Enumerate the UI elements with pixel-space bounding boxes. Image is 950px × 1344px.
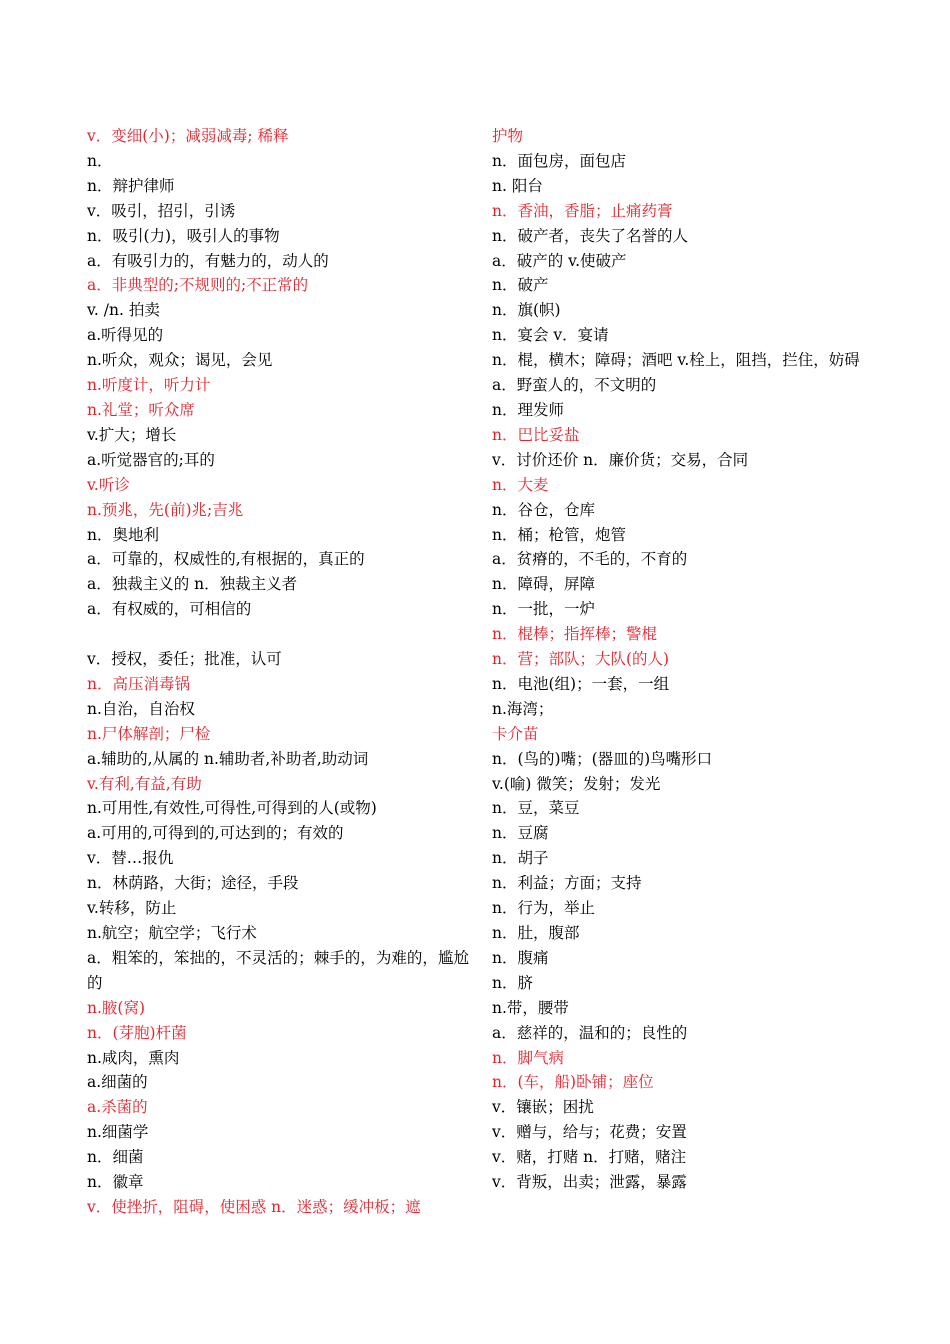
definition-line: n.自治，自治权 [87,699,195,718]
definition-line: n． [87,151,113,170]
definition-line: a.听觉器官的;耳的 [87,450,215,469]
definition-line: n．豆，菜豆 [492,799,580,818]
definition-line: a.可用的,可得到的,可达到的；有效的 [87,824,344,843]
definition-line: n．宴会 v．宴请 [492,326,609,345]
definition-line: n．棍，横木；障碍；酒吧 v.栓上，阻挡，拦住，妨碍 [492,351,860,370]
definition-line: n．细菌 [87,1148,144,1167]
definition-line: n．面包房，面包店 [492,151,626,170]
definition-line: v.有利,有益,有助 [87,774,202,793]
definition-line: a．粗笨的，笨拙的，不灵活的；棘手的，为难的，尴尬的 [87,948,469,992]
definition-line: n.腋(窝) [87,998,146,1017]
definition-line: n．高压消毒锅 [87,674,190,693]
definition-line: n．脚气病 [492,1048,564,1067]
definition-line: n．利益；方面；支持 [492,874,642,893]
definition-line: a.听得见的 [87,326,164,345]
definition-line: n．大麦 [492,475,549,494]
definition-line: n.带，腰带 [492,998,569,1017]
definition-line: n．奥地利 [87,525,159,544]
definition-line: v. /n. 拍卖 [87,301,160,320]
definition-line: n．脐 [492,973,533,992]
definition-line: a．贫瘠的，不毛的，不育的 [492,550,688,569]
definition-line: n.听度计，听力计 [87,376,211,395]
definition-line: v.转移，防止 [87,899,177,918]
definition-line: v.(喻) 微笑；发射；发光 [492,774,661,793]
definition-line: n．巴比妥盐 [492,425,580,444]
definition-line: n.航空；航空学；飞行术 [87,923,257,942]
definition-line: v．授权，委任；批准，认可 [87,650,282,669]
definition-line: a.杀菌的 [87,1098,148,1117]
definition-line: n．破产 [492,276,549,295]
definition-line: n.预兆，先(前)兆;吉兆 [87,500,244,519]
definition-line: n.听众，观众；谒见，会见 [87,351,273,370]
definition-line: a．可靠的，权威性的,有根据的，真正的 [87,550,365,569]
definition-line: v．使挫折，阻碍，使困惑 n．迷惑；缓冲板；遮 [87,1197,421,1216]
definition-line: v.扩大；增长 [87,425,177,444]
definition-line: v．讨价还价 n．廉价货；交易，合同 [492,450,749,469]
definition-line: n．旗(帜) [492,301,561,320]
definition-line: n.咸肉，熏肉 [87,1048,180,1067]
definition-line: n．障碍，屏障 [492,575,595,594]
definition-line: a．破产的 v.使破产 [492,251,627,270]
definition-line: v.听诊 [87,475,130,494]
definition-line: n．林荫路，大街；途径，手段 [87,874,299,893]
definition-line: n．徽章 [87,1173,144,1192]
definition-line: v．替…报仇 [87,849,174,868]
definition-line: n. 阳台 [492,176,543,195]
definition-line: 卡介苗 [492,724,539,743]
definition-line: n．行为，举止 [492,899,595,918]
definition-line: n．香油，香脂；止痛药膏 [492,201,673,220]
definition-line: n.可用性,有效性,可得性,可得到的人(或物) [87,799,377,818]
definition-line: a．有权威的，可相信的 [87,600,252,619]
definition-line: v．镶嵌；困扰 [492,1098,594,1117]
definition-line: n.细菌学 [87,1123,149,1142]
definition-line: a.细菌的 [87,1073,148,1092]
definition-line: v．赠与，给与；花费；安置 [492,1123,687,1142]
definition-line: v．背叛，出卖；泄露，暴露 [492,1173,687,1192]
definition-line: n．(车，船)卧铺；座位 [492,1073,654,1092]
definition-line: n．营；部队；大队(的人) [492,650,670,669]
definition-line: n．胡子 [492,849,549,868]
definition-line: n．(芽胞)杆菌 [87,1023,187,1042]
definition-line: n．桶；枪管，炮管 [492,525,626,544]
definition-line: n．破产者，丧失了名誉的人 [492,226,688,245]
definition-line: n．辩护律师 [87,176,175,195]
definition-line: v．赌，打赌 n．打赌，赌注 [492,1148,687,1167]
definition-line: n.海湾； [492,699,554,718]
definition-line: a.辅助的,从属的 n.辅助者,补助者,助动词 [87,749,369,768]
definition-line: n.尸体解剖；尸检 [87,724,211,743]
definition-line: n．豆腐 [492,824,549,843]
definition-line: n．肚，腹部 [492,924,580,942]
definition-line: n．一批，一炉 [492,600,595,619]
definition-line: n．谷仓，仓库 [492,500,595,519]
definition-line: a．独裁主义的 n．独裁主义者 [87,575,298,594]
right-column [492,124,880,1195]
definition-line: a．非典型的;不规则的;不正常的 [87,276,309,295]
definition-line: n．(鸟的)嘴；(器皿的)鸟嘴形口 [492,749,713,768]
definition-line: n．棍棒；指挥棒；警棍 [492,625,657,644]
definition-line: a．慈祥的，温和的；良性的 [492,1023,688,1042]
definition-line: n.礼堂；听众席 [87,400,195,419]
definition-line: n．理发师 [492,400,564,419]
definition-line: a．野蛮人的，不文明的 [492,376,657,395]
left-column [87,124,469,1220]
definition-line: a．有吸引力的，有魅力的，动人的 [87,251,329,270]
definition-line: 护物 [492,127,524,145]
definition-line: v．变细(小)；减弱减毒; 稀释 [87,127,289,145]
definition-line: n．电池(组)；一套，一组 [492,674,670,693]
definition-line: v．吸引，招引，引诱 [87,201,236,220]
definition-line [87,622,469,647]
definition-line: n．吸引(力)，吸引人的事物 [87,226,280,245]
definition-line: n．腹痛 [492,948,549,967]
